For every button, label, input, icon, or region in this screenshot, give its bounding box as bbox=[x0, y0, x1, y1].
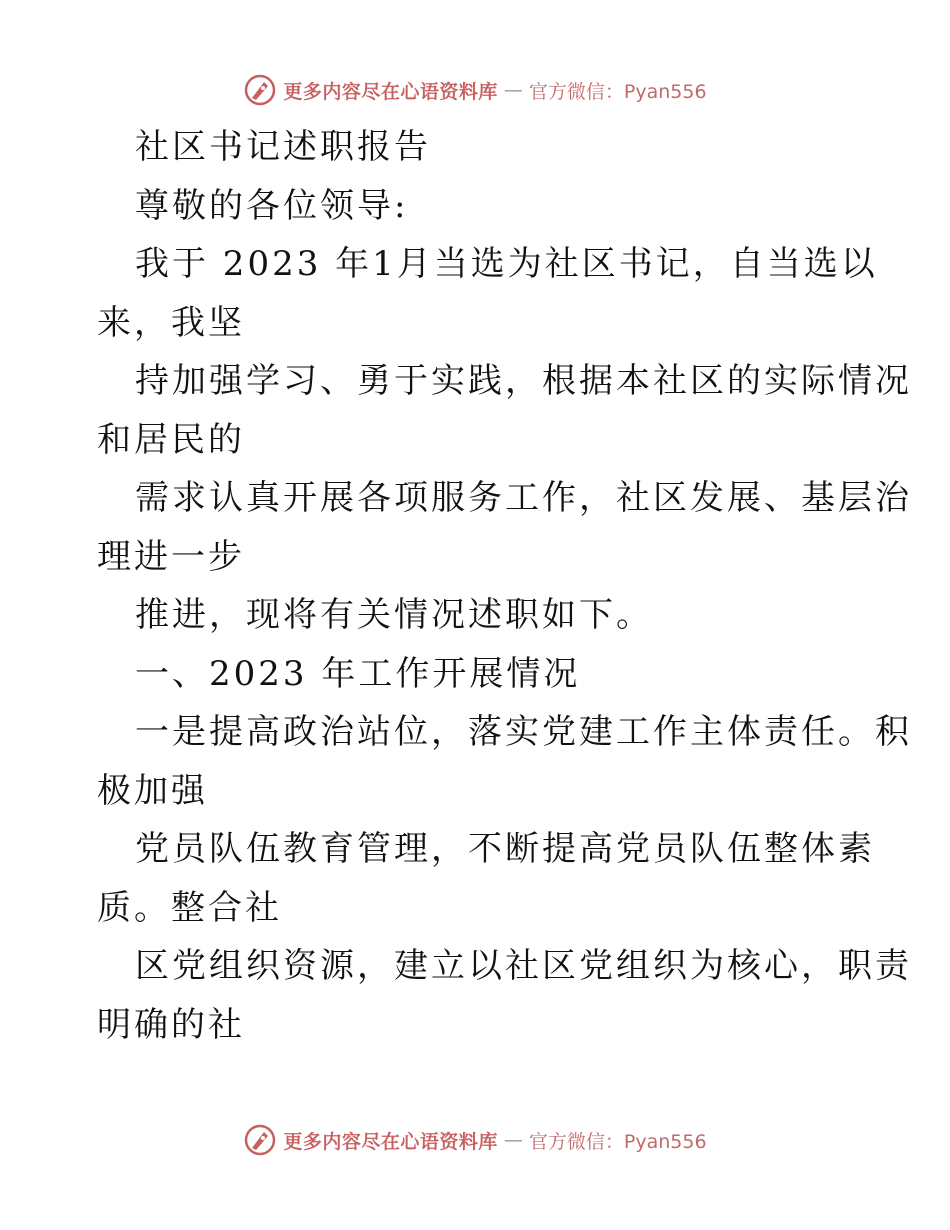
paragraph-line: 我于 2023 年1月当选为社区书记，自当选以 bbox=[135, 244, 878, 284]
paragraph-line: 推进，现将有关情况述职如下。 bbox=[135, 595, 653, 635]
paragraph-line: 区党组织资源，建立以社区党组织为核心，职责 bbox=[135, 946, 912, 986]
watermark-title: 更多内容尽在心语资料库 bbox=[283, 1130, 498, 1153]
paragraph-line: 党员队伍教育管理，不断提高党员队伍整体素 bbox=[135, 829, 875, 869]
footer-watermark bbox=[0, 1120, 950, 1160]
paragraph-line: 明确的社 bbox=[97, 1004, 245, 1045]
paragraph-line: 和居民的 bbox=[97, 419, 245, 460]
pen-nib-logo-icon bbox=[243, 1123, 277, 1157]
section-heading: 一、2023 年工作开展情况 bbox=[135, 653, 581, 694]
document-body bbox=[97, 118, 912, 1054]
header-watermark bbox=[0, 70, 950, 110]
paragraph-line: 需求认真开展各项服务工作，社区发展、基层治 bbox=[135, 478, 912, 518]
salutation: 尊敬的各位领导: bbox=[135, 185, 409, 226]
paragraph-line: 极加强 bbox=[97, 770, 208, 811]
watermark-separator: — bbox=[503, 79, 523, 101]
paragraph-line: 来，我坚 bbox=[97, 302, 245, 343]
paragraph-line: 持加强学习、勇于实践，根据本社区的实际情况 bbox=[135, 361, 912, 401]
watermark-separator: — bbox=[503, 1129, 523, 1151]
watermark-title: 更多内容尽在心语资料库 bbox=[283, 80, 498, 103]
paragraph-line: 质。整合社 bbox=[97, 887, 282, 928]
paragraph-line: 理进一步 bbox=[97, 536, 245, 577]
document-title: 社区书记述职报告 bbox=[135, 127, 431, 167]
pen-nib-logo-icon bbox=[243, 73, 277, 107]
watermark-wechat: 官方微信：Pyan556 bbox=[528, 1130, 707, 1153]
paragraph-line: 一是提高政治站位，落实党建工作主体责任。积 bbox=[135, 712, 912, 752]
watermark-wechat: 官方微信：Pyan556 bbox=[528, 80, 707, 103]
